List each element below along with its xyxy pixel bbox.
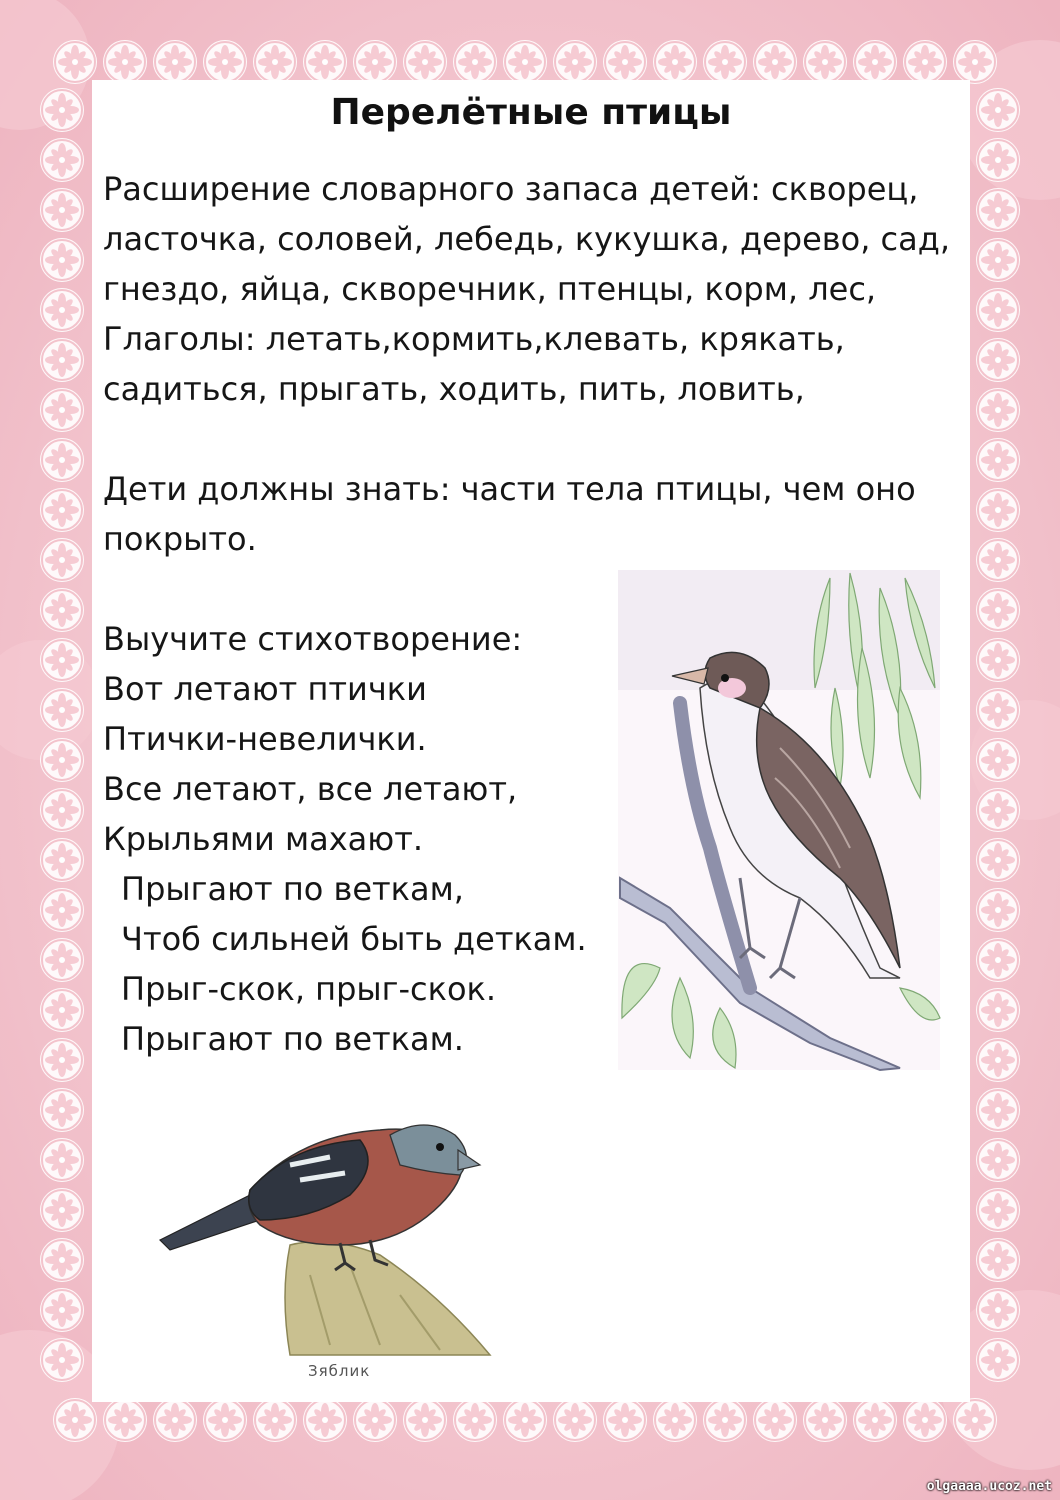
lace-flower — [976, 388, 1020, 432]
lace-flower — [253, 40, 297, 84]
lace-flower — [40, 838, 84, 882]
lace-flower — [40, 638, 84, 682]
poem-line: Чтоб сильней быть деткам. — [121, 920, 587, 958]
lace-flower — [653, 1398, 697, 1442]
lace-flower — [976, 1138, 1020, 1182]
lace-flower — [753, 40, 797, 84]
lace-flower — [153, 1398, 197, 1442]
lace-flower — [153, 40, 197, 84]
lace-flower — [803, 40, 847, 84]
vocabulary-line: Глаголы: летать,кормить,клевать, крякать, — [103, 320, 845, 358]
lace-flower — [976, 1338, 1020, 1382]
lace-flower — [403, 40, 447, 84]
lace-flower — [703, 1398, 747, 1442]
site-watermark: olgaaaa.ucoz.net — [926, 1479, 1052, 1494]
lace-flower — [303, 1398, 347, 1442]
lace-flower — [976, 1088, 1020, 1132]
lace-flower — [803, 1398, 847, 1442]
lace-flower — [976, 838, 1020, 882]
lace-flower — [353, 1398, 397, 1442]
poem-line: Прыгают по веткам. — [121, 1020, 464, 1058]
lace-flower — [976, 338, 1020, 382]
lace-flower — [553, 40, 597, 84]
lace-flower — [703, 40, 747, 84]
lace-flower — [40, 588, 84, 632]
lace-flower — [976, 788, 1020, 832]
lace-flower — [976, 688, 1020, 732]
poem-line: Прыг-скок, прыг-скок. — [121, 970, 497, 1008]
poem-line: Прыгают по веткам, — [121, 870, 464, 908]
vocabulary-line: гнездо, яйца, скворечник, птенцы, корм, лес, — [103, 270, 877, 308]
lace-flower — [40, 238, 84, 282]
lace-flower — [976, 88, 1020, 132]
lace-flower — [403, 1398, 447, 1442]
lace-flower — [40, 438, 84, 482]
lace-flower — [303, 40, 347, 84]
lace-flower — [976, 288, 1020, 332]
lace-flower — [953, 1398, 997, 1442]
lace-flower — [40, 938, 84, 982]
poem-line: Все летают, все летают, — [103, 770, 518, 808]
lace-flower — [976, 538, 1020, 582]
vocabulary-line: Расширение словарного запаса детей: скворец, — [103, 170, 919, 208]
lace-flower — [976, 438, 1020, 482]
lace-flower — [40, 688, 84, 732]
lace-flower — [553, 1398, 597, 1442]
lace-flower — [103, 1398, 147, 1442]
lace-flower — [40, 1288, 84, 1332]
lace-flower — [453, 1398, 497, 1442]
lace-flower — [40, 1238, 84, 1282]
lace-flower — [40, 288, 84, 332]
lace-flower — [253, 1398, 297, 1442]
lace-flower — [40, 1138, 84, 1182]
lace-flower — [976, 1238, 1020, 1282]
lace-flower — [903, 40, 947, 84]
lace-flower — [853, 1398, 897, 1442]
lace-flower — [503, 40, 547, 84]
lace-flower — [40, 1188, 84, 1232]
lace-flower — [40, 88, 84, 132]
lace-flower — [976, 188, 1020, 232]
poem-block — [103, 614, 587, 1064]
lace-flower — [40, 1088, 84, 1132]
page-title: Перелётные птицы — [330, 92, 732, 133]
lace-flower — [976, 1288, 1020, 1332]
poem-line: Птички-невелички. — [103, 720, 427, 758]
lace-flower — [976, 488, 1020, 532]
lace-flower — [40, 1338, 84, 1382]
nightingale-illustration — [600, 548, 955, 1088]
lace-flower — [603, 1398, 647, 1442]
lace-flower — [53, 40, 97, 84]
lace-flower — [976, 138, 1020, 182]
lace-flower — [853, 40, 897, 84]
lace-flower — [976, 588, 1020, 632]
lace-flower — [40, 888, 84, 932]
vocabulary-line: садиться, прыгать, ходить, пить, ловить, — [103, 370, 805, 408]
lace-flower — [976, 238, 1020, 282]
lace-flower — [976, 738, 1020, 782]
chaffinch-caption: Зяблик — [308, 1362, 371, 1380]
lace-flower — [40, 988, 84, 1032]
lace-flower — [976, 1188, 1020, 1232]
lace-flower — [40, 488, 84, 532]
lace-flower — [103, 40, 147, 84]
poem-line: Вот летают птички — [103, 670, 427, 708]
lace-flower — [976, 988, 1020, 1032]
lace-flower — [40, 738, 84, 782]
lace-flower — [203, 1398, 247, 1442]
vocabulary-paragraph — [103, 164, 950, 414]
lace-flower — [903, 1398, 947, 1442]
lace-flower — [503, 1398, 547, 1442]
lace-flower — [353, 40, 397, 84]
chaffinch-illustration — [140, 1095, 520, 1395]
lace-flower — [976, 938, 1020, 982]
knowledge-line: Дети должны знать: части тела птицы, чем оно — [103, 470, 916, 508]
lace-flower — [453, 40, 497, 84]
lace-flower — [40, 138, 84, 182]
lace-flower — [40, 538, 84, 582]
vocabulary-line: ласточка, соловей, лебедь, кукушка, дерево, сад, — [103, 220, 951, 258]
lace-flower — [40, 788, 84, 832]
lace-flower — [53, 1398, 97, 1442]
poem-line: Крыльями махают. — [103, 820, 424, 858]
lace-flower — [40, 188, 84, 232]
lace-flower — [653, 40, 697, 84]
lace-flower — [976, 888, 1020, 932]
lace-flower — [603, 40, 647, 84]
lace-flower — [953, 40, 997, 84]
lace-flower — [753, 1398, 797, 1442]
lace-flower — [40, 1038, 84, 1082]
lace-flower — [976, 1038, 1020, 1082]
lace-flower — [203, 40, 247, 84]
knowledge-line: покрыто. — [103, 520, 257, 558]
lace-flower — [976, 638, 1020, 682]
poem-heading: Выучите стихотворение: — [103, 620, 523, 658]
lace-flower — [40, 338, 84, 382]
lace-flower — [40, 388, 84, 432]
